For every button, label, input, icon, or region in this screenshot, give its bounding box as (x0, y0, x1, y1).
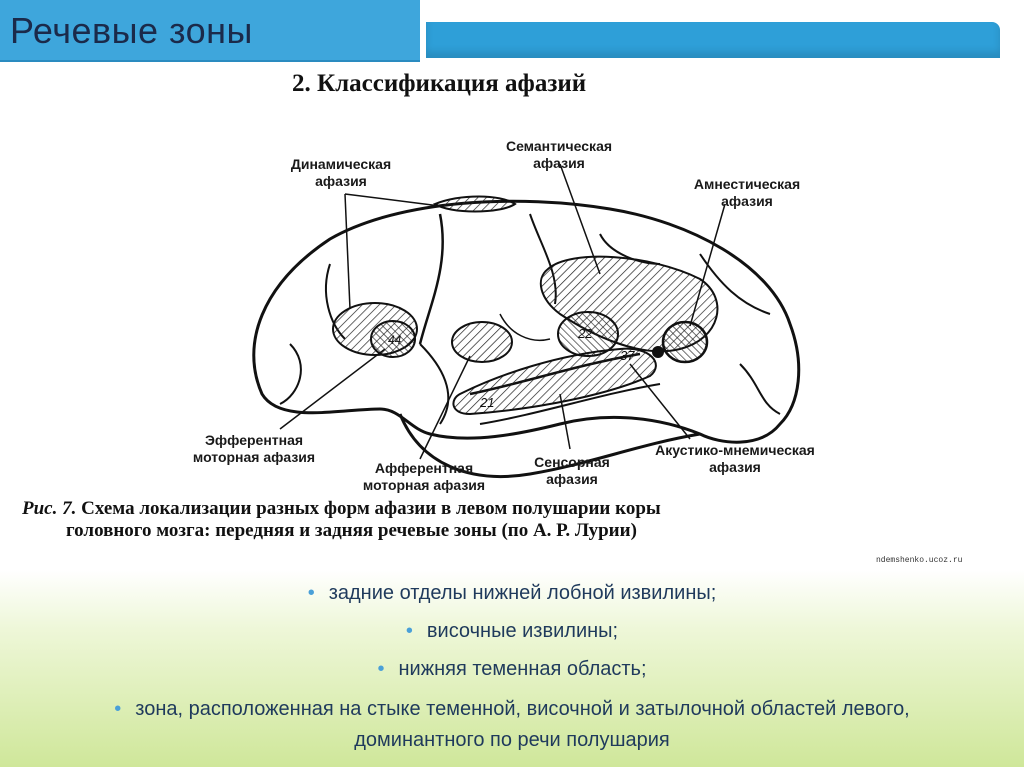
area-37-label: 37 (620, 348, 635, 363)
caption-line-2: головного мозга: передняя и задняя речевые зоны (по А. Р. Лурии) (66, 520, 637, 541)
label-sensory-aphasia: Сенсорная афазия (534, 454, 610, 487)
label-efferent-aphasia: Эфферентная моторная афазия (192, 432, 316, 465)
bullet-dot-icon: • (377, 658, 385, 680)
bullet-dot-icon: • (307, 582, 315, 604)
list-item: • задние отделы нижней лобной извилины; (307, 582, 717, 604)
figure-caption (22, 498, 1012, 542)
label-amnestic-aphasia: Амнестическая афазия (693, 176, 801, 209)
zone-dynamic (435, 197, 515, 212)
label-acoustic-aphasia: Акустико-мнемическая афазия (655, 442, 815, 475)
bullet-dot-icon: • (405, 620, 413, 642)
figure-heading: 2. Классификация афазий (292, 70, 587, 97)
area-21-label: 21 (480, 395, 495, 410)
list-item: • зона, расположенная на стыке теменной, височной и затылочной областей левого, (114, 698, 910, 720)
list-item-continuation: доминантного по речи полушария (354, 729, 670, 751)
zone-amnestic (663, 322, 707, 362)
title-box (0, 0, 420, 62)
slide-title: Речевые зоны (10, 10, 253, 51)
list-item: • нижняя теменная область; (377, 658, 647, 680)
brain-figure (0, 64, 1024, 570)
label-afferent-aphasia: Афферентная моторная афазия (362, 460, 486, 493)
list-item: • височные извилины; (405, 620, 619, 642)
label-dynamic-aphasia: Динамическая афазия (290, 156, 392, 189)
label-semantic-aphasia: Семантическая афазия (505, 138, 613, 171)
area-22-label: 22 (578, 326, 593, 341)
caption-line-1: Схема локализации разных форм афазии в левом полушарии коры (81, 498, 661, 519)
figure-number: Рис. 7. (22, 498, 77, 519)
watermark: ndemshenko.ucoz.ru (876, 556, 963, 565)
area-44-label: 44 (388, 333, 402, 347)
bullet-dot-icon: • (114, 698, 122, 720)
zone-afferent (452, 322, 512, 362)
title-accent-bar (426, 22, 1000, 58)
bullet-list (0, 570, 1024, 767)
